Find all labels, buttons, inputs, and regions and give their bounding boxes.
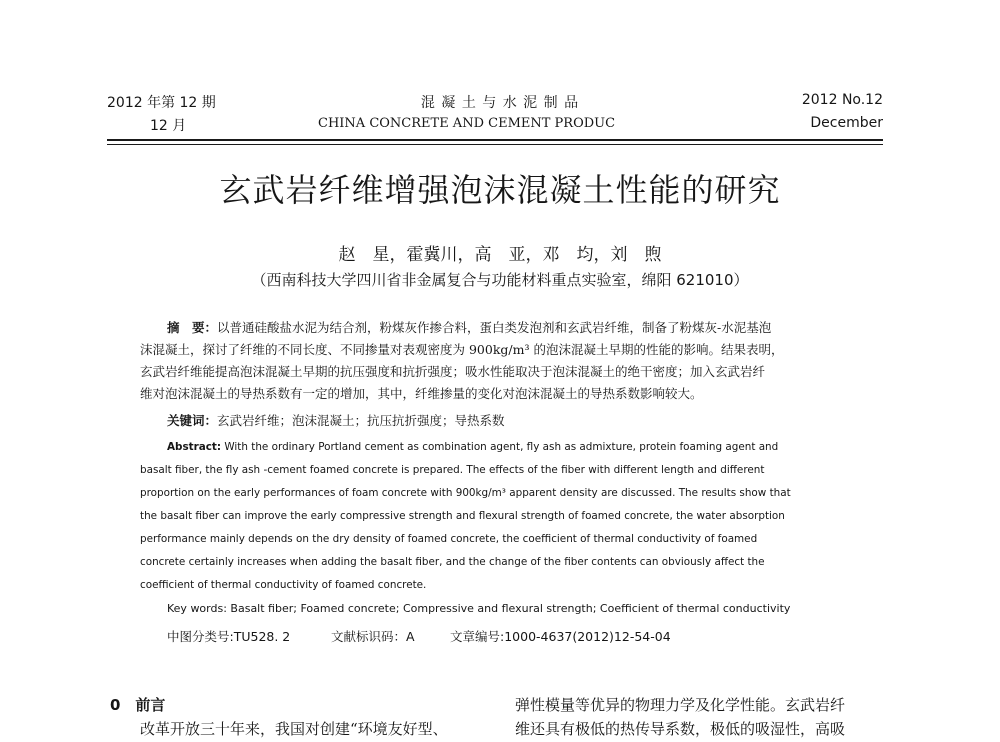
header-issue-right: 2012 No.12 — [801, 92, 883, 108]
abstract-en-line: performance mainly depends on the dry density of foamed concrete, the coefficient of thermal conductivity of foamed — [140, 533, 758, 545]
section-heading: 0 前言 — [110, 696, 166, 714]
clc-number: 中图分类号:TU528. 2 — [167, 629, 291, 644]
header-month-left: 12 月 — [150, 118, 187, 134]
keywords-cn — [167, 411, 505, 429]
article-authors: 赵 星，霍冀川，高 亚，邓 均，刘 煦 — [338, 245, 662, 265]
header-rule-thick — [107, 139, 883, 141]
journal-name-en: CHINA CONCRETE AND CEMENT PRODUC — [318, 116, 616, 131]
abstract-en — [140, 436, 850, 597]
abstract-cn-label: 摘 要： — [167, 320, 218, 335]
abstract-en-line: coefficient of thermal conductivity of foamed concrete. — [140, 579, 427, 591]
keywords-cn-text: 玄武岩纤维；泡沫混凝土；抗压抗折强度；导热系数 — [217, 413, 505, 428]
abstract-en-line: Abstract: With the ordinary Portland cement as combination agent, fly ash as admixture, protein foaming agent and — [167, 441, 779, 453]
keywords-en-label: Key words: — [167, 602, 227, 615]
header-issue-left: 2012 年第 12 期 — [107, 95, 216, 111]
article-number: 文章编号:1000-4637(2012)12-54-04 — [450, 629, 671, 644]
body-right-line: 维还具有极低的热传导系数，极低的吸湿性，高吸 — [515, 720, 846, 738]
keywords-cn-label: 关键词： — [167, 413, 218, 428]
header-month-right: December — [810, 115, 883, 131]
abstract-cn-line: 沫混凝土，探讨了纤维的不同长度、不同掺量对表观密度为 900kg/m³ 的泡沫混凝土早期的性能的影响。结果表明， — [140, 342, 784, 357]
abstract-cn-line: 摘 要：以普通硅酸盐水泥为结合剂，粉煤灰作掺合料，蛋白类发泡剂和玄武岩纤维，制备了粉煤灰-水泥基泡 — [167, 320, 772, 335]
body-left-line: 改革开放三十年来，我国对创建“环境友好型、 — [140, 720, 448, 738]
journal-name-cn: 混 凝 土 与 水 泥 制 品 — [420, 95, 580, 111]
article-affiliation: （西南科技大学四川省非金属复合与功能材料重点实验室，绵阳 621010） — [251, 271, 749, 289]
keywords-en-text: Basalt fiber; Foamed concrete; Compressive and flexural strength; Coefficient of thermal conductivity — [230, 602, 791, 615]
abstract-en-line: the basalt fiber can improve the early compressive strength and flexural strength of foamed concrete, the water absorption — [140, 510, 785, 522]
document-code: 文献标识码：A — [331, 629, 415, 644]
abstract-en-line: basalt fiber, the fly ash -cement foamed concrete is prepared. The effects of the fiber with different length and different — [140, 464, 765, 476]
abstract-en-label: Abstract: — [167, 441, 222, 453]
body-right-line: 弹性模量等优异的物理力学及化学性能。玄武岩纤 — [515, 696, 846, 714]
article-title: 玄武岩纤维增强泡沫混凝土性能的研究 — [219, 171, 781, 209]
abstract-cn-line: 维对泡沫混凝土的导热系数有一定的增加，其中，纤维掺量的变化对泡沫混凝土的导热系数影响较大。 — [140, 386, 703, 401]
abstract-en-line: concrete certainly increases when adding the basalt fiber, and the change of the fiber contents can obviously affect the — [140, 556, 765, 568]
header-rule-thin — [107, 144, 883, 145]
abstract-cn — [140, 317, 850, 405]
abstract-en-line: proportion on the early performances of foam concrete with 900kg/m³ apparent density are discussed. The results show that — [140, 487, 791, 499]
abstract-cn-line: 玄武岩纤维能提高泡沫混凝土早期的抗压强度和抗折强度；吸水性能取决于泡沫混凝土的绝干密度；加入玄武岩纤 — [140, 364, 766, 379]
keywords-en — [167, 602, 790, 615]
